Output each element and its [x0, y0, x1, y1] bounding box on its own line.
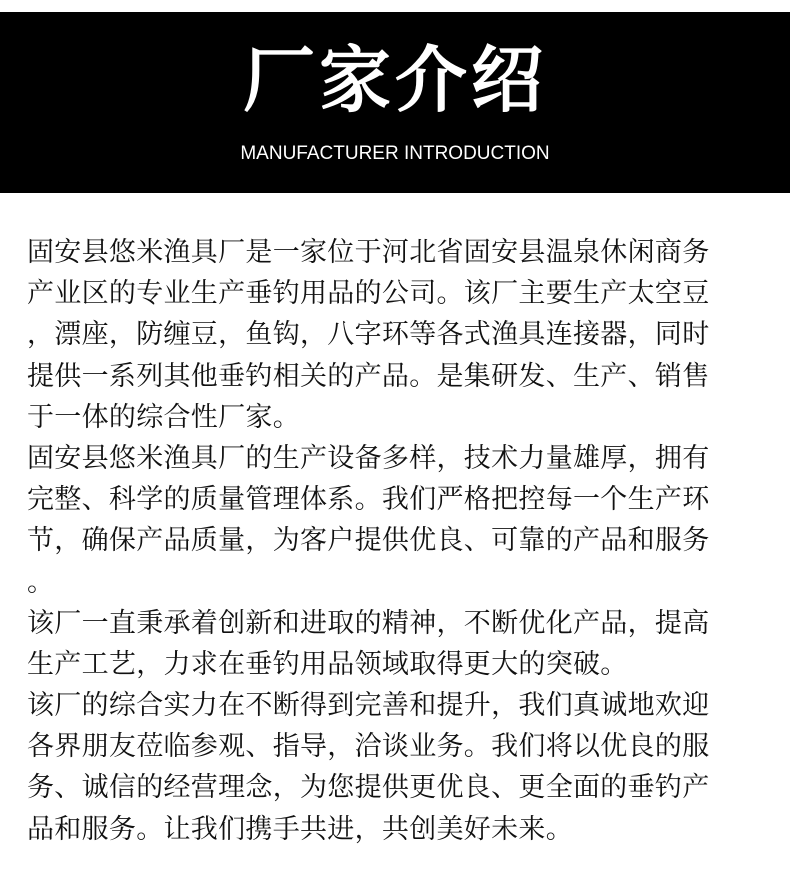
text-line: 。 — [27, 566, 55, 598]
page-subtitle: MANUFACTURER INTRODUCTION — [240, 143, 550, 164]
text-line: 各界朋友莅临参观、指导，洽谈业务。我们将以优良的服 — [27, 731, 710, 763]
text-line: 完整、科学的质量管理体系。我们严格把控每一个生产环 — [27, 484, 710, 516]
introduction-text — [27, 232, 765, 850]
text-line: 生产工艺，力求在垂钓用品领域取得更大的突破。 — [27, 648, 628, 680]
text-line: 产业区的专业生产垂钓用品的公司。该厂主要生产太空豆 — [27, 278, 710, 310]
page-title: 厂家介绍 — [242, 38, 547, 122]
text-line: 该厂一直秉承着创新和进取的精神，不断优化产品，提高 — [27, 607, 710, 639]
text-line: 固安县悠米渔具厂是一家位于河北省固安县温泉休闲商务 — [27, 237, 710, 268]
text-line: 该厂的综合实力在不断得到完善和提升，我们真诚地欢迎 — [27, 690, 710, 722]
text-line: 提供一系列其他垂钓相关的产品。是集研发、生产、销售 — [27, 360, 710, 392]
text-line: 品和服务。让我们携手共进，共创美好未来。 — [27, 813, 573, 845]
text-line: 节，确保产品质量，为客户提供优良、可靠的产品和服务 — [27, 525, 710, 557]
text-line: 固安县悠米渔具厂的生产设备多样，技术力量雄厚，拥有 — [27, 442, 710, 474]
text-line: 于一体的综合性厂家。 — [27, 401, 300, 433]
text-line: 务、诚信的经营理念，为您提供更优良、更全面的垂钓产 — [27, 772, 710, 804]
text-line: ，漂座，防缠豆，鱼钩，八字环等各式渔具连接器，同时 — [27, 319, 710, 351]
header-banner — [0, 12, 790, 193]
